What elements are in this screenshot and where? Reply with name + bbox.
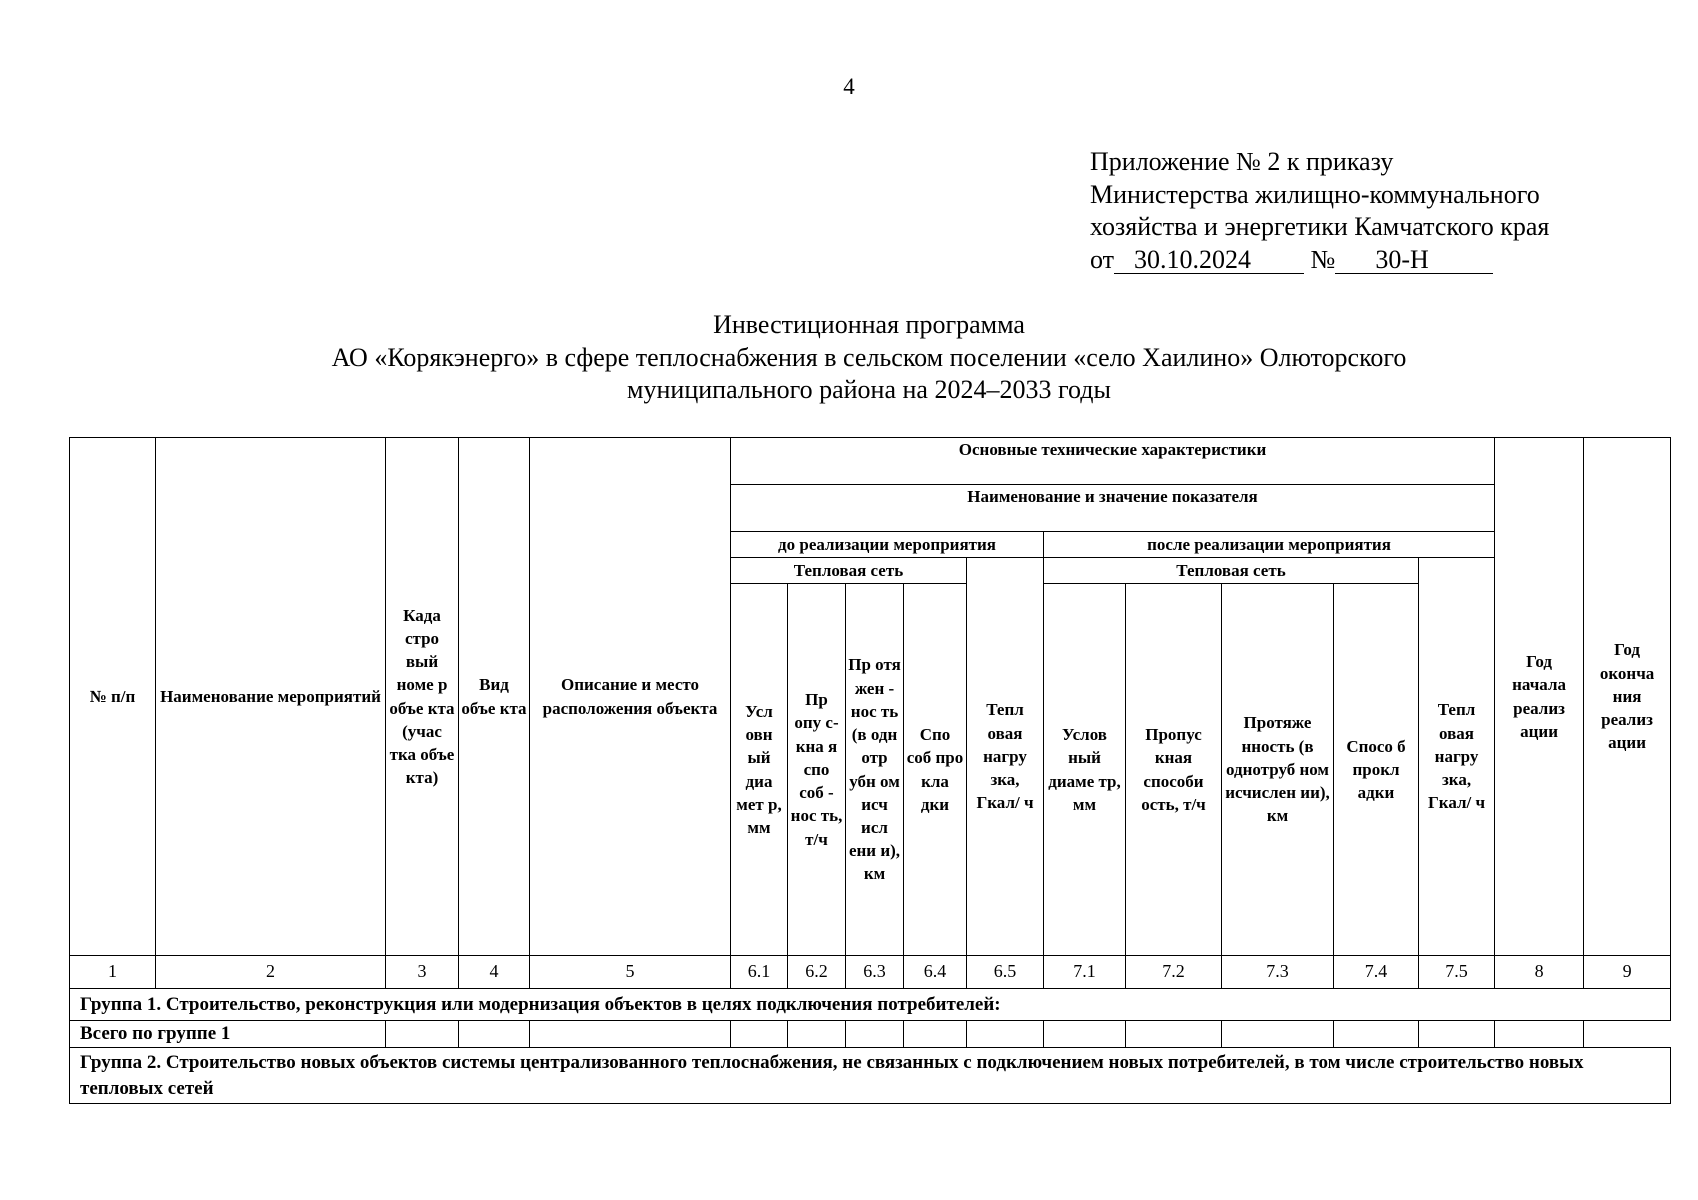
header-laying-after: Спосо б прокл адки bbox=[1334, 584, 1419, 956]
from-label: от bbox=[1090, 244, 1115, 274]
column-number: 7.2 bbox=[1126, 956, 1222, 989]
header-num: № п/п bbox=[70, 438, 156, 956]
header-end-year: Год оконча ния реализ ации bbox=[1584, 438, 1671, 956]
header-heat-load-before: Тепл овая нагру зка, Гкал/ ч bbox=[967, 558, 1044, 956]
empty-cell bbox=[1044, 1021, 1126, 1048]
appendix-line-1: Приложение № 2 к приказу bbox=[1090, 147, 1394, 176]
column-number: 6.4 bbox=[904, 956, 967, 989]
column-number-row bbox=[70, 956, 1671, 989]
order-date: 30.10.2024 bbox=[1134, 244, 1252, 274]
header-name: Наименование мероприятий bbox=[156, 438, 386, 956]
group-2-heading: Группа 2. Строительство новых объектов системы централизованного теплоснабжения, не связанных с подключением новых потребителей, в том числе строительство новых тепловых сетей bbox=[70, 1048, 1671, 1104]
empty-cell bbox=[967, 1021, 1044, 1048]
column-number: 7.1 bbox=[1044, 956, 1126, 989]
header-description: Описание и место расположения объекта bbox=[530, 438, 731, 956]
appendix-date-line bbox=[1090, 244, 1549, 277]
header-laying-before: Спо соб про кла дки bbox=[904, 584, 967, 956]
column-number: 8 bbox=[1495, 956, 1584, 989]
column-number: 7.4 bbox=[1334, 956, 1419, 989]
header-capacity-after: Пропус кная способи ость, т/ч bbox=[1126, 584, 1222, 956]
document-title bbox=[0, 309, 1698, 407]
column-number: 6.1 bbox=[731, 956, 788, 989]
column-number: 5 bbox=[530, 956, 731, 989]
header-cadastral: Када стро вый номе р объе кта (учас тка объе кта) bbox=[386, 438, 459, 956]
column-number: 6.5 bbox=[967, 956, 1044, 989]
investment-table bbox=[69, 437, 1671, 1104]
column-number: 7.5 bbox=[1419, 956, 1495, 989]
empty-cell bbox=[846, 1021, 904, 1048]
appendix-line-2: Министерства жилищно-коммунального bbox=[1090, 179, 1540, 209]
header-indicator: Наименование и значение показателя bbox=[731, 485, 1495, 532]
header-before: до реализации мероприятия bbox=[731, 532, 1044, 558]
group-1-total-row bbox=[70, 1021, 1671, 1048]
column-number: 7.3 bbox=[1222, 956, 1334, 989]
header-heat-load-after: Тепл овая нагру зка, Гкал/ ч bbox=[1419, 558, 1495, 956]
empty-cell bbox=[386, 1021, 459, 1048]
title-line-3: муниципального района на 2024–2033 годы bbox=[627, 375, 1111, 404]
header-type: Вид объе кта bbox=[459, 438, 530, 956]
header-main-tech: Основные технические характеристики bbox=[731, 438, 1495, 485]
column-number: 1 bbox=[70, 956, 156, 989]
header-heat-network-before: Тепловая сеть bbox=[731, 558, 967, 584]
header-diameter-after: Услов ный диаме тр, мм bbox=[1044, 584, 1126, 956]
header-diameter-before: Усл овн ый диа мет р, мм bbox=[731, 584, 788, 956]
column-number: 6.2 bbox=[788, 956, 846, 989]
title-line-2: АО «Корякэнерго» в сфере теплоснабжения в сельском поселении «село Хаилино» Олюторского bbox=[331, 342, 1407, 372]
number-label: № bbox=[1310, 244, 1336, 274]
header-start-year: Год начала реализ ации bbox=[1495, 438, 1584, 956]
empty-cell bbox=[788, 1021, 846, 1048]
column-number: 9 bbox=[1584, 956, 1671, 989]
header-length-before: Пр отя жен - нос ть (в одн отр убн ом исч исл ени и), км bbox=[846, 584, 904, 956]
header-after: после реализации мероприятия bbox=[1044, 532, 1495, 558]
column-number: 2 bbox=[156, 956, 386, 989]
group-1-heading: Группа 1. Строительство, реконструкция или модернизация объектов в целях подключения потребителей: bbox=[70, 989, 1671, 1021]
page-number: 4 bbox=[843, 74, 855, 99]
header-heat-network-after: Тепловая сеть bbox=[1044, 558, 1419, 584]
group-1-total-label: Всего по группе 1 bbox=[70, 1021, 386, 1048]
column-number: 6.3 bbox=[846, 956, 904, 989]
empty-cell bbox=[1222, 1021, 1334, 1048]
header-capacity-before: Пр опу с- кна я спо соб - нос ть, т/ч bbox=[788, 584, 846, 956]
appendix-block bbox=[1090, 146, 1549, 276]
empty-cell bbox=[459, 1021, 530, 1048]
column-number: 3 bbox=[386, 956, 459, 989]
empty-cell bbox=[1334, 1021, 1419, 1048]
empty-cell bbox=[1419, 1021, 1495, 1048]
empty-cell bbox=[1126, 1021, 1222, 1048]
appendix-line-3: хозяйства и энергетики Камчатского края bbox=[1090, 212, 1550, 241]
empty-cell bbox=[1495, 1021, 1584, 1048]
empty-cell bbox=[904, 1021, 967, 1048]
empty-cell bbox=[530, 1021, 731, 1048]
empty-cell bbox=[731, 1021, 788, 1048]
column-number: 4 bbox=[459, 956, 530, 989]
header-length-after: Протяже нность (в однотруб ном исчислен ии), км bbox=[1222, 584, 1334, 956]
title-line-1: Инвестиционная программа bbox=[713, 310, 1025, 339]
order-number: 30-Н bbox=[1375, 244, 1429, 274]
